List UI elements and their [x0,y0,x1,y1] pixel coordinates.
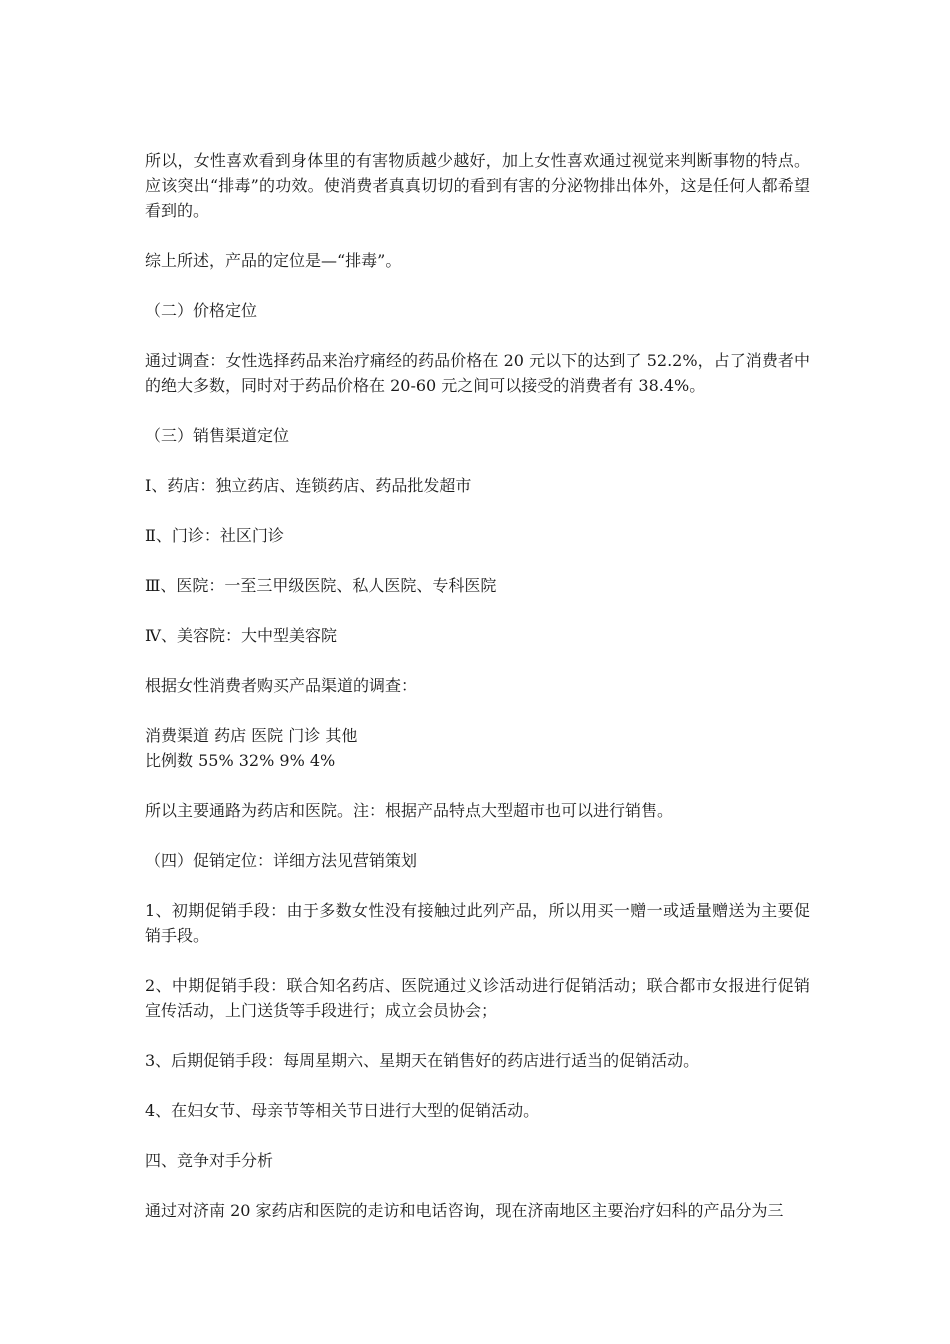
channel-item-hospital: Ⅲ、医院：一至三甲级医院、私人医院、专科医院 [145,576,497,595]
promotion-item-early: 1、初期促销手段：由于多数女性没有接触过此列产品，所以用买一赠一或适量赠送为主要促销手段。 [145,901,810,945]
document-page [145,148,810,1248]
paragraph-competitor-survey: 通过对济南 20 家药店和医院的走访和电话咨询，现在济南地区主要治疗妇科的产品分为三 [145,1201,784,1220]
heading-promotion-positioning: （四）促销定位：详细方法见营销策划 [145,851,418,870]
heading-sales-channel: （三）销售渠道定位 [145,426,290,445]
channel-item-pharmacy: Ⅰ、药店：独立药店、连锁药店、药品批发超市 [145,476,472,495]
channel-survey-header-row: 消费渠道 药店 医院 门诊 其他 [145,726,358,745]
channel-item-beauty-salon: Ⅳ、美容院：大中型美容院 [145,626,337,645]
heading-price-positioning: （二）价格定位 [145,301,258,320]
promotion-item-mid: 2、中期促销手段：联合知名药店、医院通过义诊活动进行促销活动；联合都市女报进行促销宣传活动，上门送货等手段进行；成立会员协会； [145,976,810,1020]
channel-item-clinic: Ⅱ、门诊：社区门诊 [145,526,284,545]
paragraph-main-channels: 所以主要通路为药店和医院。注：根据产品特点大型超市也可以进行销售。 [145,801,674,820]
promotion-item-holidays: 4、在妇女节、母亲节等相关节日进行大型的促销活动。 [145,1101,540,1120]
channel-survey-ratio-row: 比例数 55% 32% 9% 4% [145,751,336,770]
paragraph-channel-survey-intro: 根据女性消费者购买产品渠道的调查： [145,676,418,695]
promotion-item-late: 3、后期促销手段：每周星期六、星期天在销售好的药店进行适当的促销活动。 [145,1051,700,1070]
paragraph-price-survey: 通过调查：女性选择药品来治疗痛经的药品价格在 20 元以下的达到了 52.2%，占了消费者中的绝大多数，同时对于药品价格在 20-60 元之间可以接受的消费者有 38.4%。 [145,351,810,395]
heading-competitor-analysis: 四、竞争对手分析 [145,1151,274,1170]
paragraph-positioning-summary: 综上所述，产品的定位是—“排毒”。 [145,251,402,270]
paragraph-detox-reasoning: 所以，女性喜欢看到身体里的有害物质越少越好，加上女性喜欢通过视觉来判断事物的特点。应该突出“排毒”的功效。使消费者真真切切的看到有害的分泌物排出体外，这是任何人都希望看到的。 [145,151,810,220]
